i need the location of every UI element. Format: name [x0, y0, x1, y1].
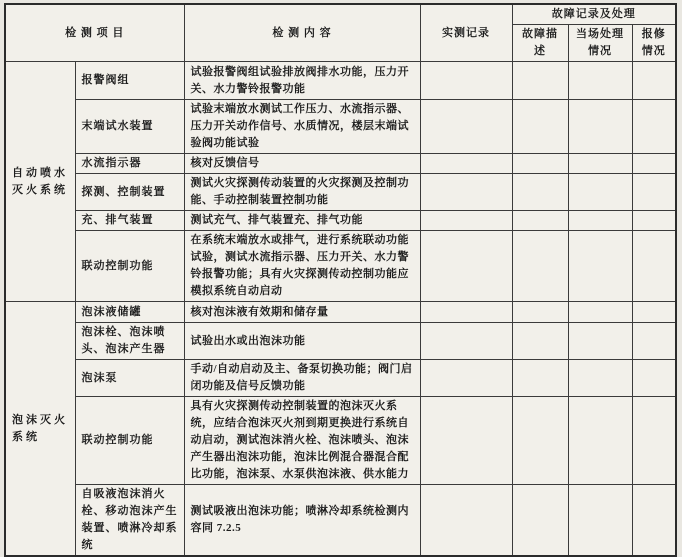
fault-desc-cell [512, 302, 568, 323]
table-row [5, 302, 676, 323]
repair-status-cell [632, 360, 676, 397]
content-cell: 试验报警阀组试验排放阀排水功能，压力开关、水力警铃报警功能 [184, 62, 420, 100]
onsite-handling-cell [568, 485, 632, 557]
measured-record-cell [420, 211, 512, 231]
repair-status-cell [632, 154, 676, 174]
table-row [5, 397, 676, 485]
table-row [5, 360, 676, 397]
measured-record-cell [420, 397, 512, 485]
measured-record-cell [420, 231, 512, 302]
onsite-handling-cell [568, 174, 632, 211]
repair-status-cell [632, 211, 676, 231]
item-cell: 水流指示器 [75, 154, 184, 174]
measured-record-cell [420, 174, 512, 211]
table-row [5, 100, 676, 154]
content-cell: 测试火灾探测传动装置的火灾探测及控制功能、手动控制装置控制功能 [184, 174, 420, 211]
fault-desc-cell [512, 100, 568, 154]
inspection-table [4, 3, 677, 557]
content-cell: 核对反馈信号 [184, 154, 420, 174]
repair-status-cell [632, 231, 676, 302]
repair-status-cell [632, 397, 676, 485]
onsite-handling-cell [568, 302, 632, 323]
header-onsite-handling: 当场处理情况 [568, 25, 632, 62]
header-repair-status: 报修情况 [632, 25, 676, 62]
item-cell: 自吸液泡沫消火栓、移动泡沫产生装置、喷淋冷却系统 [75, 485, 184, 557]
fault-desc-cell [512, 174, 568, 211]
measured-record-cell [420, 360, 512, 397]
onsite-handling-cell [568, 62, 632, 100]
system-group-label-sprinkler: 自动喷水灭火系统 [5, 62, 75, 302]
item-cell: 末端试水装置 [75, 100, 184, 154]
onsite-handling-cell [568, 211, 632, 231]
content-cell: 核对泡沫液有效期和储存量 [184, 302, 420, 323]
fault-desc-cell [512, 485, 568, 557]
header-row-1 [5, 4, 676, 25]
table-row [5, 485, 676, 557]
header-fault-group: 故障记录及处理 [512, 4, 676, 25]
table-row [5, 154, 676, 174]
header-measured-record: 实测记录 [420, 4, 512, 62]
table-row [5, 231, 676, 302]
repair-status-cell [632, 174, 676, 211]
measured-record-cell [420, 323, 512, 360]
item-cell: 充、排气装置 [75, 211, 184, 231]
item-cell: 泡沫泵 [75, 360, 184, 397]
measured-record-cell [420, 302, 512, 323]
fault-desc-cell [512, 323, 568, 360]
onsite-handling-cell [568, 231, 632, 302]
item-cell: 联动控制功能 [75, 231, 184, 302]
item-cell: 报警阀组 [75, 62, 184, 100]
measured-record-cell [420, 485, 512, 557]
fault-desc-cell [512, 211, 568, 231]
onsite-handling-cell [568, 154, 632, 174]
measured-record-cell [420, 154, 512, 174]
content-cell: 试验末端放水测试工作压力、水流指示器、压力开关动作信号、水质情况，楼层末端试验阀功能试验 [184, 100, 420, 154]
header-item: 检 测 项 目 [5, 4, 184, 62]
repair-status-cell [632, 323, 676, 360]
repair-status-cell [632, 100, 676, 154]
content-cell: 手动/自动启动及主、备泵切换功能；阀门启闭功能及信号反馈功能 [184, 360, 420, 397]
measured-record-cell [420, 62, 512, 100]
content-cell: 在系统末端放水或排气，进行系统联动功能试验，测试水流指示器、压力开关、水力警铃报警功能；具有火灾探测传动控制功能应模拟系统自动启动 [184, 231, 420, 302]
system-group-label-foam: 泡沫灭火系统 [5, 302, 75, 557]
repair-status-cell [632, 302, 676, 323]
fault-desc-cell [512, 154, 568, 174]
fault-desc-cell [512, 397, 568, 485]
table-row [5, 211, 676, 231]
content-cell: 测试充气、排气装置充、排气功能 [184, 211, 420, 231]
measured-record-cell [420, 100, 512, 154]
item-cell: 泡沫液储罐 [75, 302, 184, 323]
onsite-handling-cell [568, 323, 632, 360]
table-row [5, 323, 676, 360]
onsite-handling-cell [568, 100, 632, 154]
repair-status-cell [632, 485, 676, 557]
repair-status-cell [632, 62, 676, 100]
scanned-inspection-sheet [4, 3, 677, 557]
fault-desc-cell [512, 231, 568, 302]
header-content: 检 测 内 容 [184, 4, 420, 62]
header-fault-desc: 故障描述 [512, 25, 568, 62]
table-row [5, 174, 676, 211]
item-cell: 探测、控制装置 [75, 174, 184, 211]
content-cell: 具有火灾探测传动控制装置的泡沫灭火系统，应结合泡沫灭火剂到期更换进行系统自动启动，测试泡沫消火栓、泡沫喷头、泡沫产生器出泡沫功能，泡沫比例混合器混合配比功能，泡沫泵、水泵供泡沫液、供水能力 [184, 397, 420, 485]
item-cell: 泡沫栓、泡沫喷头、泡沫产生器 [75, 323, 184, 360]
item-cell: 联动控制功能 [75, 397, 184, 485]
content-cell: 试验出水或出泡沫功能 [184, 323, 420, 360]
content-cell: 测试吸液出泡沫功能；喷淋冷却系统检测内容同 7.2.5 [184, 485, 420, 557]
fault-desc-cell [512, 360, 568, 397]
table-row [5, 62, 676, 100]
fault-desc-cell [512, 62, 568, 100]
onsite-handling-cell [568, 360, 632, 397]
onsite-handling-cell [568, 397, 632, 485]
